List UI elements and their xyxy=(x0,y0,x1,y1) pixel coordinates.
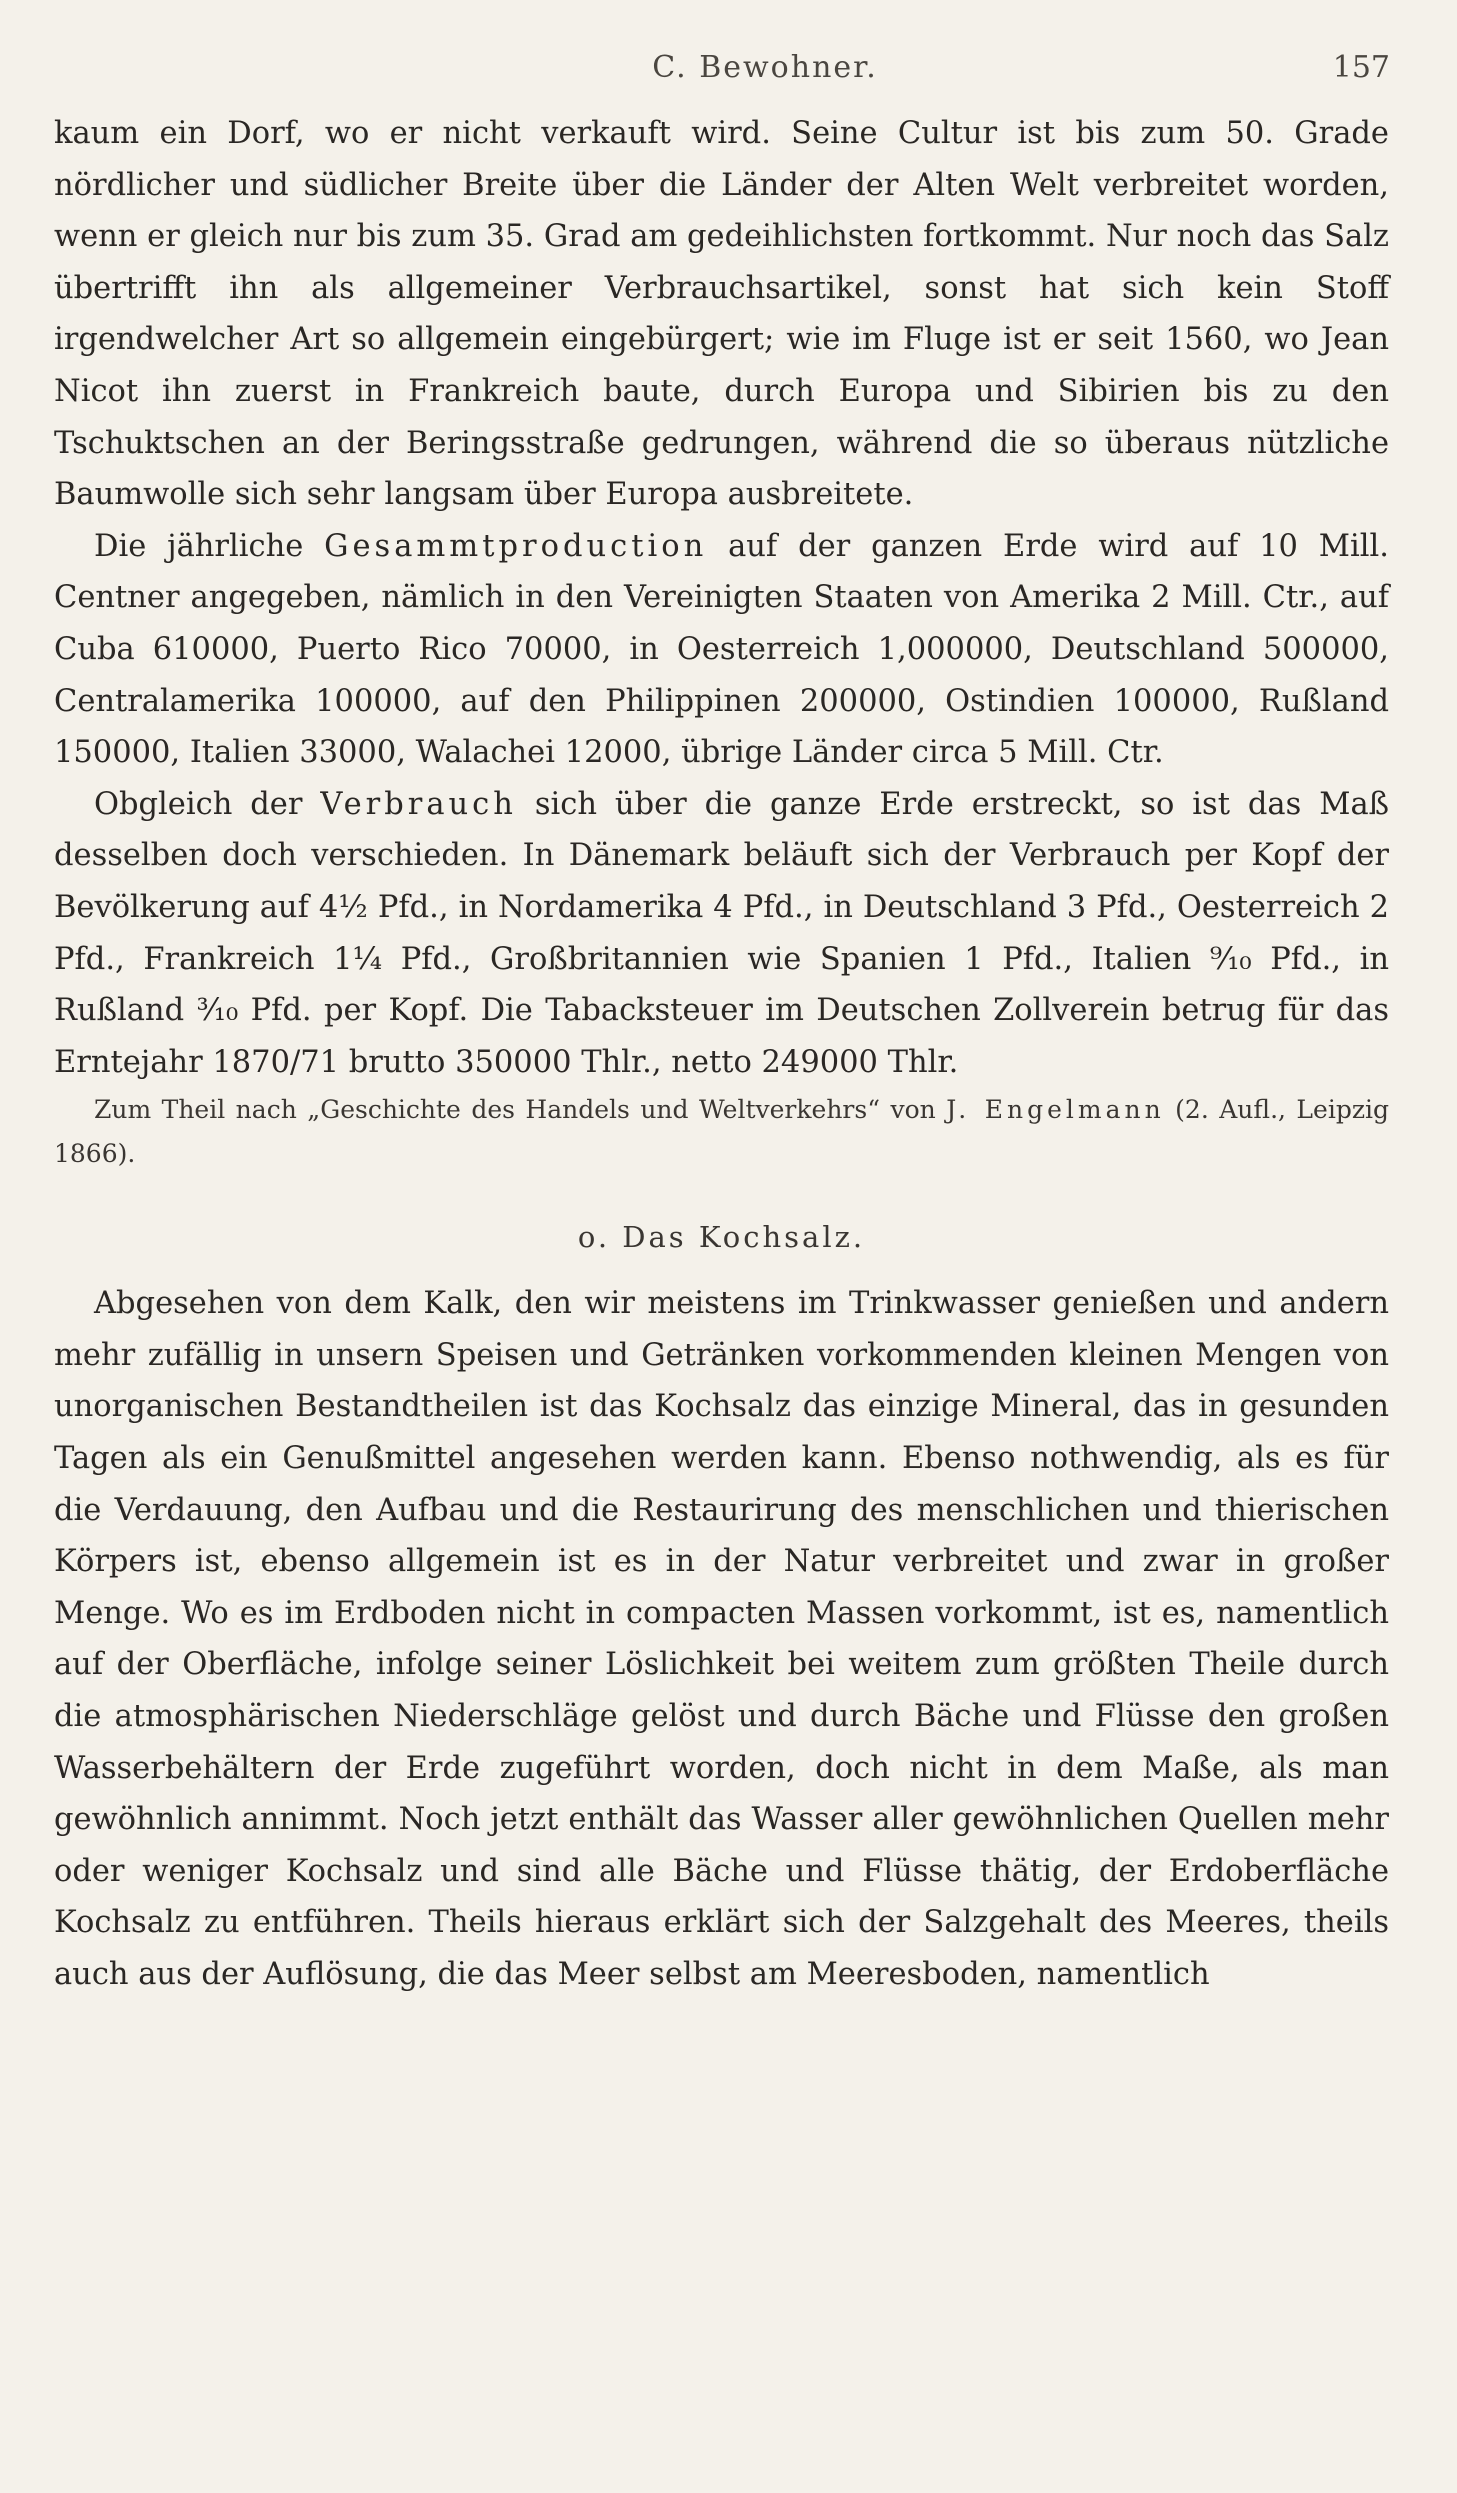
page-body xyxy=(54,108,1389,2001)
paragraph-lead: Die jährliche xyxy=(94,528,325,564)
paragraph-rest: sich über die ganze Erde erstreckt, so ist das Maß desselben doch verschieden. In Dänemark beläuft sich der Verbrauch per Kopf der Bevölkerung auf 4½ Pfd., in Nordamerika 4 Pfd., in Deutschland 3 Pfd., Oesterreich 2 Pfd., Frankreich 1¼ Pfd., Großbritannien wie Spanien 1 Pfd., Italien ⁹⁄₁₀ Pfd., in Rußland ³⁄₁₀ Pfd. per Kopf. Die Tabacksteuer im Deutschen Zollverein betrug für das Erntejahr 1870/71 brutto 350000 Thlr., netto 249000 Thlr. xyxy=(54,786,1389,1080)
source-note xyxy=(54,1088,1389,1176)
paragraph-rest: auf der ganzen Erde wird auf 10 Mill. Centner angegeben, nämlich in den Vereinigten Staaten von Amerika 2 Mill. Ctr., auf Cuba 610000, Puerto Rico 70000, in Oesterreich 1,000000, Deutschland 500000, Centralamerika 100000, auf den Philippinen 200000, Ostindien 100000, Rußland 150000, Italien 33000, Walachei 12000, übrige Länder circa 5 Mill. Ctr. xyxy=(54,528,1390,771)
page-number: 157 xyxy=(1332,50,1390,85)
emphasis-term: Verbrauch xyxy=(320,786,517,822)
emphasis-term: Gesammtproduction xyxy=(324,528,708,564)
note-rest: (2. Aufl., Leipzig 1866). xyxy=(54,1095,1390,1169)
running-head: C. Bewohner. xyxy=(652,50,878,85)
paragraph-total-production xyxy=(54,521,1389,779)
note-lead: Zum Theil nach „Geschichte des Handels und Weltverkehrs“ von xyxy=(94,1095,947,1125)
paragraph-tobacco-culture: kaum ein Dorf, wo er nicht verkauft wird. Seine Cultur ist bis zum 50. Grade nördlicher und südlicher Breite über die Länder der Alten Welt verbreitet worden, wenn er gleich nur bis zum 35. Grad am gedeihlichsten fortkommt. Nur noch das Salz übertrifft ihn als allgemeiner Verbrauchsartikel, sonst hat sich kein Stoff irgendwelcher Art so allgemein eingebürgert; wie im Fluge ist er seit 1560, wo Jean Nicot ihn zuerst in Frankreich baute, durch Europa und Sibirien bis zu den Tschuktschen an der Beringsstraße gedrungen, während die so überaus nützliche Baumwolle sich sehr langsam über Europa ausbreitete. xyxy=(54,116,1389,513)
paragraph-consumption xyxy=(54,779,1389,1089)
page-header xyxy=(140,50,1390,100)
paragraph-lead: Obgleich der xyxy=(94,786,321,822)
note-author: J. Engelmann xyxy=(946,1095,1165,1125)
section-title: o. Das Kochsalz. xyxy=(577,1220,866,1255)
paragraph-salt: Abgesehen von dem Kalk, den wir meistens im Trinkwasser genießen und andern mehr zufällig in unsern Speisen und Getränken vorkommenden kleinen Mengen von unorganischen Bestandtheilen ist das Kochsalz das einzige Mineral, das in gesunden Tagen als ein Genußmittel angesehen werden kann. Ebenso nothwendig, als es für die Verdauung, den Aufbau und die Restaurirung des menschlichen und thierischen Körpers ist, ebenso allgemein ist es in der Natur verbreitet und zwar in großer Menge. Wo es im Erdboden nicht in compacten Massen vorkommt, ist es, namentlich auf der Oberfläche, infolge seiner Löslichkeit bei weitem zum größten Theile durch die atmosphärischen Niederschläge gelöst und durch Bäche und Flüsse den großen Wasserbehältern der Erde zugeführt worden, doch nicht in dem Maße, als man gewöhnlich annimmt. Noch jetzt enthält das Wasser aller gewöhnlichen Quellen mehr oder weniger Kochsalz und sind alle Bäche und Flüsse thätig, der Erdoberfläche Kochsalz zu entführen. Theils hieraus erklärt sich der Salzgehalt des Meeres, theils auch aus der Auflösung, die das Meer selbst am Meeresboden, namentlich xyxy=(54,1286,1389,1992)
